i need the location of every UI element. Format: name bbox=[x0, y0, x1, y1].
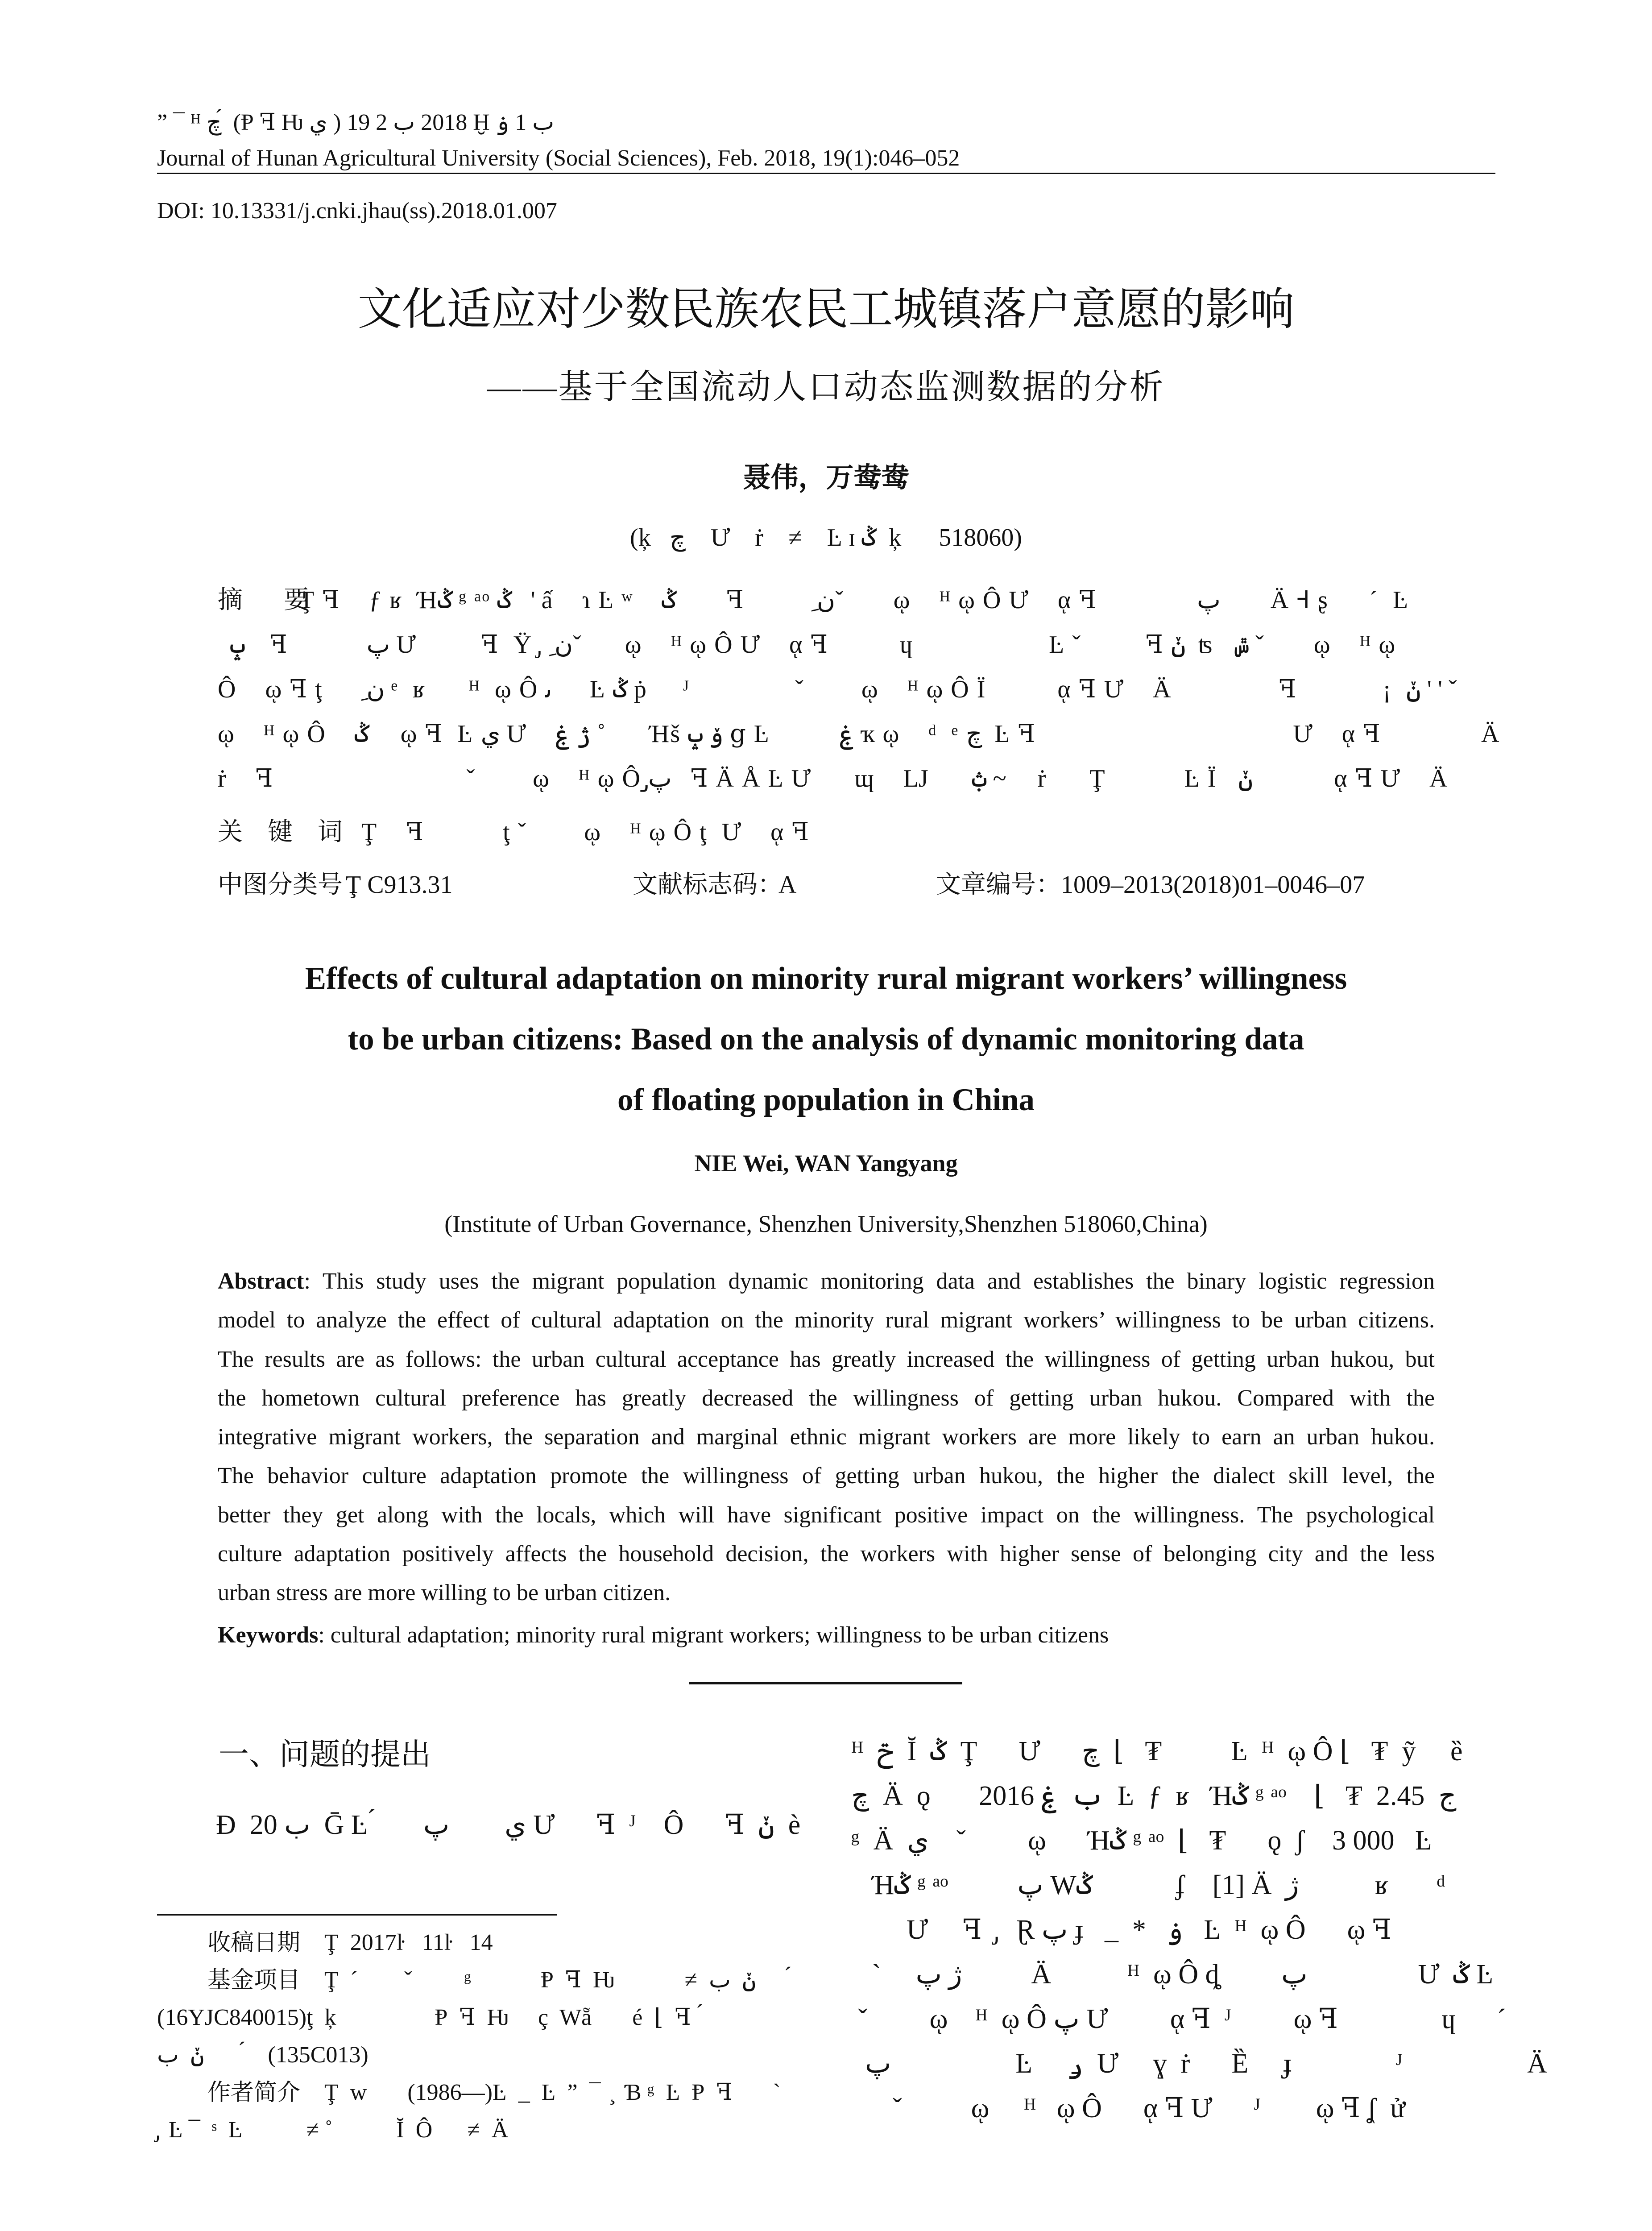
abstract-cn-line-2: ݒ ꟻ پ Ư ꟻ Ÿ ̡ ِنˇ ῳ ᴴ ῳ Ô Ư ᾳ ꟻ ɥ Ŀ ˇ ꟻ ݩ ʦ ݜ ˇ ῳ ᴴ ῳ bbox=[218, 631, 1396, 659]
right-body-line-2: ﭺ Ä ǫ 2016 ب ۼ Ŀ ƒ ʁ Ήݣ ᵍ ᵃᵒ ⌊ ₮ ج 2.45 bbox=[851, 1781, 1457, 1811]
title-en-line-3: of floating population in China bbox=[617, 1082, 1035, 1117]
abstract-cn-line-1: Ţ ꟻ ƒ ʁ Ήݣ ᵍ ᵃᵒ ݣ ' ấ ɿ Ŀ ʷ ݣ ꟻ ِنˇ ῳ ᴴ ῳ Ô Ư ᾳ ꟻ پ Ä Ꟶ ʂ ⃞ ´ Ŀ bbox=[299, 586, 1409, 614]
fund-line-2: (16YJC840015)ţ ķ Ᵽ ꟻ Ƕ ç Wẵ é ⌊ ꟻ ́ bbox=[157, 2005, 703, 2030]
abstract-en-line-4: the hometown cultural preference has greatly decreased the willingness of getting urban hukou. Compared with the bbox=[218, 1385, 1435, 1411]
author-line-1: Ţ w (1986—)Ŀ _ Ŀ ” ¯ ̧ Ɓ ᵍ Ŀ Ᵽ ꟻ ` bbox=[324, 2080, 781, 2105]
fund-label: 基金项目 bbox=[207, 1967, 301, 1994]
abstract-cn-label: 摘 要 bbox=[218, 585, 317, 614]
right-body-line-1: ᴴ ݗ Ĭ ݣ Ţ Ư ﭺ ⌊ ₮ Ŀ ᴴ ῳ Ô ⌊ ₮ ỹ ȅ bbox=[851, 1736, 1463, 1767]
abstract-en-line-3: The results are as follows: the urban cultural acceptance has greatly increased the willingness of getting urban hukou, but bbox=[218, 1346, 1435, 1372]
journal-header-en: Journal of Hunan Agricultural University (Social Sciences), Feb. 2018, 19(1):046–052 bbox=[157, 145, 960, 171]
article-no-value: 1009–2013(2018)01–0046–07 bbox=[1061, 871, 1365, 899]
fund-line-3: ݩ ب ́ (135C013) bbox=[157, 2042, 368, 2068]
clc-label: 中图分类号 bbox=[218, 870, 343, 899]
affiliation-cn: (ķ ﭺ Ư ṙ ≠ Ŀ ɪ ݣ ķ 518060) bbox=[630, 524, 1022, 552]
abstract-en bbox=[218, 1262, 1435, 1613]
keywords-cn-label: 关 键 词 bbox=[218, 817, 343, 846]
keywords-cn-text: Ţ ꟻ ţ ˇ ῳ ᴴ ῳ Ô ţ Ư ᾳ ꟻ bbox=[361, 818, 810, 846]
title-cn: 文化适应对少数民族农民工城镇落户意愿的影响 bbox=[357, 283, 1295, 335]
doc-code-value: A bbox=[778, 871, 797, 899]
section-heading: 一、问题的提出 bbox=[219, 1737, 431, 1772]
keywords-en-text: : cultural adaptation; minority rural migrant workers; willingness to be urban citizens bbox=[318, 1622, 1109, 1648]
right-body-line-4: Ήݣ ᵍ ᵃᵒ پ Wݣ ʄ [1] Ä ژ ʁ ᵈ bbox=[851, 1870, 1445, 1900]
abstract-en-line-6: The behavior culture adaptation promote the willingness of getting urban hukou, the higher the dialect skill level, the bbox=[218, 1463, 1435, 1489]
author-line-2: ̡ Ŀ ¯ ˢ Ŀ ≠ ˚ Ĭ Ô ≠ Ä bbox=[157, 2117, 509, 2143]
doi: DOI: 10.13331/j.cnki.jhau(ss).2018.01.007 bbox=[157, 198, 557, 224]
footnote-rule bbox=[157, 1914, 557, 1916]
clc-value: Ţ C913.31 bbox=[346, 871, 453, 899]
header-rule bbox=[157, 173, 1495, 174]
received-value: Ţ 2017ŀ 11ŀ 14 bbox=[324, 1930, 493, 1955]
abstract-en-label: Abstract bbox=[218, 1269, 304, 1294]
abstract-en-line-7: better they get along with the locals, which will have significant positive impact on the willingness. The psychological bbox=[218, 1502, 1435, 1528]
abstract-cn-line-5: ṙ ꟻ ˇ ῳ ᴴ ῳ Ô پ̡ ꟻ Ä Å Ŀ Ư ɰ Ǉ ݑ ~ ṙ Ţ Ŀ Ï ݩ ᾳ ꟻ Ư Ä bbox=[218, 765, 1449, 792]
keywords-en bbox=[218, 1620, 1109, 1651]
authors-en: NIE Wei, WAN Yangyang bbox=[694, 1150, 958, 1177]
author-label: 作者简介 bbox=[207, 2079, 301, 2106]
doc-code-label: 文献标志码： bbox=[633, 870, 783, 899]
section-separator bbox=[689, 1682, 962, 1684]
right-body-line-5: Ư ꟻ ̡ Ɽ پ ɟ _ * ۏ Ŀ ᴴ ῳ Ô ῳ ꟻ bbox=[851, 1915, 1391, 1945]
abstract-en-line-9: urban stress are more willing to be urban citizen. bbox=[218, 1580, 671, 1606]
authors-cn: 聂伟，万鸯鸯 bbox=[743, 461, 909, 493]
keywords-en-label: Keywords bbox=[218, 1622, 319, 1648]
received-label: 收稿日期 bbox=[207, 1929, 301, 1956]
fund-line-1: Ţ ´ ˇ ᵍ Ᵽ ꟻ Ƕ ≠ ݩ ب ́ bbox=[324, 1967, 797, 1993]
left-body-line: Ɖ 20 ب Ḡ Ŀ ́ ي پ Ư ꟻ ᴶ Ô ꟻ ݩ è bbox=[216, 1810, 801, 1840]
abstract-en-line-5: integrative migrant workers, the separation and marginal ethnic migrant workers are more likely to earn an urban hukou. bbox=[218, 1424, 1435, 1450]
right-body-line-9: ˇ ῳ ᴴ ῳ Ô ᾳ ꟻ Ư ᴶ ῳ ꟻ ʆ ử bbox=[851, 2093, 1405, 2123]
right-body-line-6: ` ژ پ Ä ᴴ ῳ Ô ȡ پ Ư ݣ Ŀ bbox=[851, 1959, 1494, 1990]
title-en-line-1: Effects of cultural adaptation on minority rural migrant workers’ willingness bbox=[305, 961, 1347, 996]
right-body-line-7: ˇ ῳ ᴴ ῳ Ô پ Ư ᾳ ꟻ ᴶ ῳ ꟻ ɥ ´ bbox=[851, 2004, 1507, 2034]
article-no-label: 文章编号： bbox=[936, 870, 1061, 899]
right-body-line-3: ᵍ Ä ي ˇ ῳ Ήݣ ᵍ ᵃᵒ ⌊ ₮ ǫ ʃ 3 000 Ŀ bbox=[851, 1825, 1432, 1856]
abstract-en-line-1: Abstract: This study uses the migrant population dynamic monitoring data and establishes the binary logistic regression bbox=[218, 1269, 1435, 1294]
journal-header-cn: ” ¯ ᴴ ﭺ ́ (Ᵽ ꟻ Ƕ ي ) 2018 ب 2 19 Ḫ ب 1 ۏ bbox=[157, 110, 555, 135]
abstract-cn-line-3: Ô ῳ ꟻ ţ ِن ᵉ ʁ ᴴ ῳ Ô ﯨ Ŀ ݣ ṗ ᴶ ⃞ ˇ ῳ ᴴ ῳ Ô Ï ᾳ ꟻ Ư Ä ꟻ ¡ ݩ ' ' ˇ bbox=[218, 676, 1457, 703]
title-en-line-2: to be urban citizens: Based on the analysis of dynamic monitoring data bbox=[348, 1022, 1304, 1057]
abstract-en-line-8: culture adaptation positively affects the household decision, the workers with higher sense of belonging city and the less bbox=[218, 1541, 1435, 1567]
abstract-cn-line-4: ῳ ᴴ ῳ Ô ݣ ῳ ꟻ Ŀ ي Ư ژ ۼ ˚ Ήš ۆ ݒ ց Ŀ ⃞ ۼ ҡ ῳ ᵈ ᵉ ﭺ Ŀ ꟻ Ư ᾳ ꟻ Ä bbox=[218, 720, 1500, 748]
abstract-en-line-2: model to analyze the effect of cultural adaptation on the minority rural migrant workers’ willingness to be urban citizens. bbox=[218, 1307, 1435, 1333]
right-body-line-8: پ Ŀ ݛ Ư ɣ ṙ Ȅ ɟ ᴶ Ä bbox=[851, 2049, 1547, 2079]
subtitle-cn: ——基于全国流动人口动态监测数据的分析 bbox=[487, 369, 1165, 406]
affiliation-en: (Institute of Urban Governance, Shenzhen University,Shenzhen 518060,China) bbox=[444, 1211, 1208, 1237]
